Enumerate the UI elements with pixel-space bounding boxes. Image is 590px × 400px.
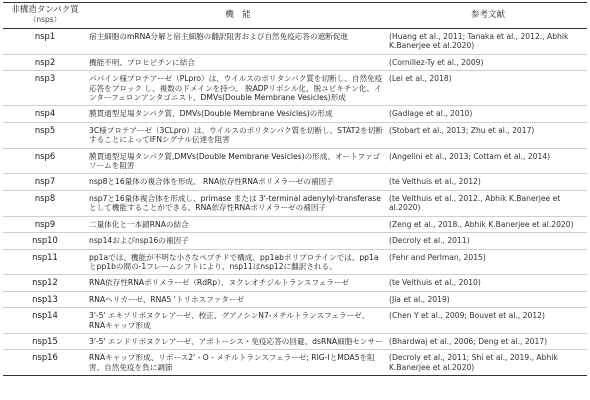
header-function: 機 能 <box>87 3 389 29</box>
header-protein <box>3 3 87 29</box>
table-row <box>3 233 587 249</box>
nsp-name: nsp8 <box>34 192 56 203</box>
nsp-name: nsp13 <box>32 293 58 304</box>
table-row <box>3 148 587 174</box>
nsp-reference: (Fehr and Perlman, 2015) <box>389 252 486 262</box>
nsp-function: RNA依存性RNAポリメラーゼ（RdRp）、ヌクレオチジルトランスフェラーゼ <box>89 278 349 288</box>
nsp-name: nsp2 <box>34 56 56 67</box>
nsp-name: nsp16 <box>32 352 58 363</box>
nsp-function: 3'-5' エンドリボヌクレアーゼ、アポトーシス・免疫応答の回避、dsRNA細胞センサー <box>89 336 383 346</box>
nsp-name: nsp3 <box>34 73 56 84</box>
nsp-function: 二量体化と一本鎖RNAの結合 <box>89 219 189 229</box>
nsp-name: nsp12 <box>32 277 58 288</box>
table-row <box>3 350 587 376</box>
table-row <box>3 333 587 349</box>
table-row <box>3 275 587 291</box>
nsp-reference: (Jia et al., 2019) <box>389 294 450 304</box>
nsp-function: 3C様プロテアーゼ（3CLpro）は、ウイルスのポリタンパク質を切断し、STAT2を切断することによってIFNシグナル伝達を阻害 <box>89 125 383 145</box>
nsp-function: RNAキャップ形成、リボース2' - O - メチルトランスフェラーゼ; RIG-IとMDA5を阻害、自然免疫を負に調節 <box>89 353 375 372</box>
table-row <box>3 249 587 275</box>
nsp-reference: (Decroly et al., 2011) <box>389 236 470 246</box>
nsp-reference: (Cornillez-Ty et al., 2009) <box>389 57 484 67</box>
nsp-function: nsp7と16量体複合体を形成し、primase または 3'-terminal adenylyl-transferaseとして機能することができる。RNA依存性RNAポリメラーゼの補因子 <box>89 193 381 213</box>
nsp-function: 膜貫通型足場タンパク質、DMVs(Double Membrane Vesicles)の形成 <box>89 109 333 119</box>
nsp-name: nsp10 <box>32 235 58 246</box>
nsp-function: pp1aでは、機能が不明な小さなペプチドで構成、pp1abポリプロテインでは、pp1aとpp1bの間の-1フレームシフトにより、nsp11はnsp12に翻訳される。 <box>89 252 379 271</box>
nsp-reference: (te Velthuis et al., 2012., Abhik K.Banerjee et al.2020) <box>389 193 561 213</box>
nsp-function: 機能不明、プロヒビチンに結合 <box>89 57 195 67</box>
nsp-reference: (te Velthuis et al., 2012) <box>389 177 481 187</box>
nsp-reference: (Stobart et al., 2013; Zhu et al., 2017) <box>389 125 535 135</box>
table-header <box>3 3 587 29</box>
table-row <box>3 71 587 106</box>
nsp-reference: (Lei et al., 2018) <box>389 74 452 84</box>
nsp-name: nsp15 <box>32 335 58 346</box>
nsp-function: パパイン様プロテアーゼ（PLpro）は、ウイルスのポリタンパク質を切断し、自然免疫応答をブロック し、複数のドメインを持つ。 脱ADPリボシル化、脱ユビキチン化、インターフェロンアンタゴニスト、DMVs(Double Membrane Vesicles)形成 <box>89 74 383 103</box>
table-row <box>3 190 587 216</box>
header-protein-subtitle: （nsps） <box>28 15 62 24</box>
nsp-name: nsp7 <box>34 176 56 187</box>
nsp-name: nsp4 <box>34 108 56 119</box>
nsp-function: 膜貫通型足場タンパク質,DMVs(Double Membrane Vesicles)の形成、オートファゴソームを阻害 <box>89 151 381 171</box>
nsp-name: nsp11 <box>32 251 58 262</box>
nsp-reference: (Bhardwaj et al., 2006; Deng et al., 2017) <box>389 336 548 346</box>
header-row <box>3 3 587 29</box>
nsp-function: RNAヘリカーゼ、RNA5 'トリホスファターゼ <box>89 294 244 304</box>
table-body <box>3 29 587 376</box>
nsp-function: 3'-5' エキソリボヌクレアーゼ、校正、グアノシンN7-メチルトランスフェラーゼ、RNAキャップ形成 <box>89 311 370 330</box>
header-protein-title: 非構造タンパク質 <box>11 5 79 15</box>
table-row <box>3 29 587 55</box>
nsp-name: nsp5 <box>34 124 56 135</box>
header-reference: 参考文献 <box>389 3 587 29</box>
table-row <box>3 122 587 148</box>
table-row <box>3 174 587 190</box>
nsp-function: nsp14およびnsp16の補因子 <box>89 236 189 246</box>
table-row <box>3 54 587 70</box>
nsp-reference: (Angelini et al., 2013; Cottam et al., 2014) <box>389 151 551 161</box>
nsp-reference: (te Velthuis et al., 2010) <box>389 278 481 288</box>
table-row <box>3 291 587 307</box>
nsp-table-container <box>3 2 587 376</box>
nsp-name: nsp6 <box>34 150 56 161</box>
nsp-function: 宿主細胞のmRNA分解と宿主細胞の翻訳阻害および自然免疫応答の遮断促進 <box>89 32 348 41</box>
nsp-name: nsp14 <box>32 310 58 321</box>
nsp-name: nsp1 <box>34 31 56 41</box>
nsp-name: nsp9 <box>34 218 56 229</box>
nsp-reference: (Gadlage et al., 2010) <box>389 109 473 119</box>
table-row <box>3 308 587 334</box>
nsp-reference: (Chen Y et al., 2009; Bouvet et al., 2012) <box>389 311 545 321</box>
nsp-reference: (Decroly et al., 2011; Shi et al., 2019., Abhik K.Banerjee et al.2020) <box>389 353 558 372</box>
nsp-function: nsp8と16量体の複合体を形成、 RNA依存性RNAポリメラーゼの補因子 <box>89 177 334 187</box>
table-row <box>3 106 587 122</box>
nsp-reference: (Huang et al., 2011; Tanaka et al., 2012., Abhik K.Banerjee et al.2020) <box>389 32 569 51</box>
nsp-reference: (Zeng et al., 2018., Abhik K.Banerjee et al.2020) <box>389 219 574 229</box>
table-row <box>3 216 587 232</box>
nsp-function-table <box>3 2 587 376</box>
